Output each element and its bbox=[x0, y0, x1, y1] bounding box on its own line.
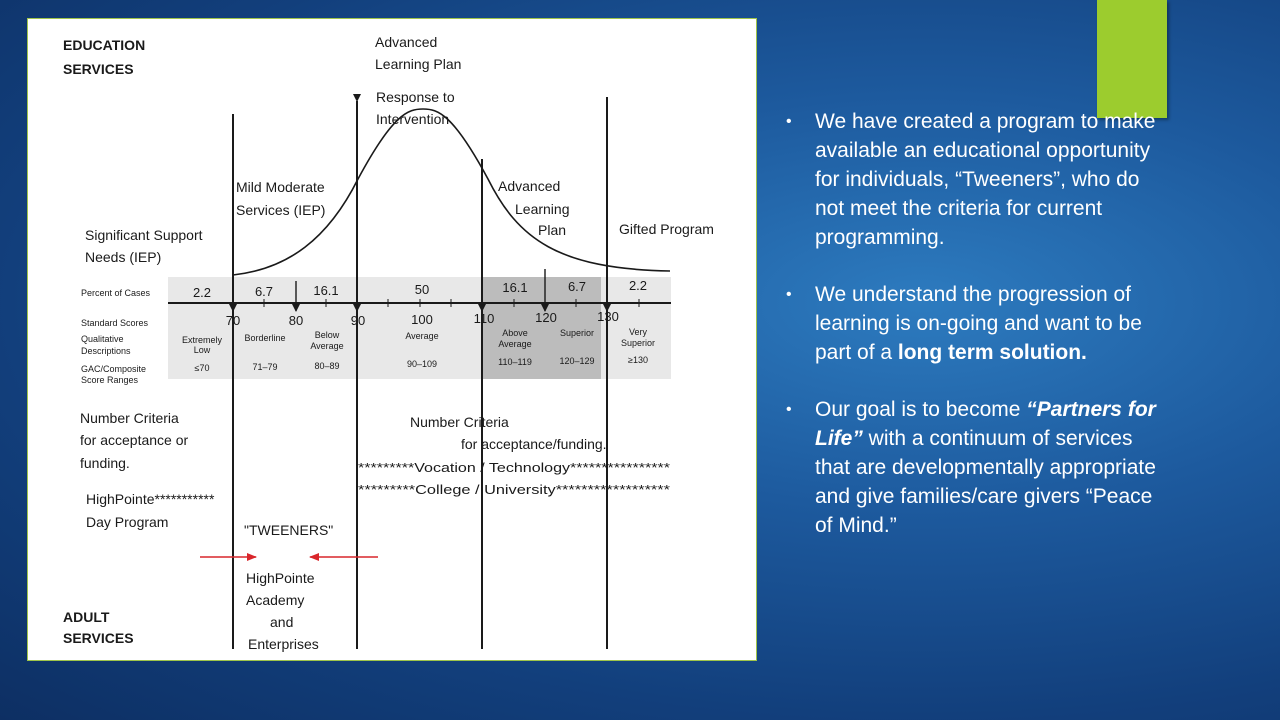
advanced-learning-plan-right-2: Learning bbox=[515, 201, 570, 217]
highpointe-academy-2: Academy bbox=[246, 592, 305, 608]
range-value: ≤70 bbox=[194, 363, 210, 373]
desc-borderline: Borderline bbox=[244, 333, 286, 343]
rti-label-2: Intervention bbox=[376, 111, 450, 127]
desc-average: Average bbox=[405, 331, 439, 341]
row-label-percent: Percent of Cases bbox=[81, 288, 151, 298]
advanced-learning-plan-top: Advanced bbox=[375, 34, 438, 50]
bullet-text: We have created a program to make available an educational opportunity for individuals, “Tweeners”, who do not meet the criteria for current programming. bbox=[815, 110, 1156, 249]
desc-below-average: Below bbox=[314, 330, 340, 340]
education-services-label-2: SERVICES bbox=[63, 61, 134, 77]
diagram-svg bbox=[28, 19, 758, 662]
percent-value: 50 bbox=[414, 282, 430, 297]
advanced-learning-plan-right-3: Plan bbox=[538, 222, 567, 238]
adult-services-label: ADULT bbox=[63, 609, 110, 625]
range-value: 120–129 bbox=[559, 356, 595, 366]
rti-label: Response to bbox=[376, 89, 455, 105]
score-value: 120 bbox=[535, 310, 557, 325]
number-criteria-left: Number Criteria bbox=[80, 410, 179, 426]
desc-extremely-low-2: Low bbox=[193, 345, 211, 355]
number-criteria-right: Number Criteria bbox=[410, 414, 509, 430]
desc-below-average-2: Average bbox=[310, 341, 344, 351]
desc-superior: Superior bbox=[559, 328, 595, 338]
gifted-program-label: Gifted Program bbox=[619, 221, 714, 237]
tweeners-label: "TWEENERS" bbox=[244, 522, 334, 538]
accent-bar bbox=[1097, 0, 1167, 118]
desc-very-superior: Very bbox=[628, 327, 648, 337]
range-value: 71–79 bbox=[252, 362, 278, 372]
percent-value: 6.7 bbox=[567, 279, 587, 294]
highpointe-academy: HighPointe bbox=[246, 570, 315, 586]
bullet-text: with a continuum of services that are developmentally appropriate and give families/care givers “Peace of Mind.” bbox=[815, 427, 1156, 537]
bullet-item bbox=[786, 107, 1156, 252]
vocation-technology-line: *********Vocation / Technology**************** bbox=[358, 460, 670, 475]
adult-services-label-2: SERVICES bbox=[63, 630, 134, 646]
highpointe-day-program-2: Day Program bbox=[86, 514, 169, 530]
score-value: 80 bbox=[288, 313, 304, 328]
highpointe-academy-4: Enterprises bbox=[248, 636, 319, 652]
advanced-learning-plan-right: Advanced bbox=[498, 178, 561, 194]
number-criteria-left-2: for acceptance or bbox=[80, 432, 189, 448]
bullet-bold-italic-text: “Partners for Life” bbox=[815, 398, 1156, 450]
score-value: 70 bbox=[225, 313, 241, 328]
range-value: 80–89 bbox=[314, 361, 340, 371]
college-university-line: *********College / University****************** bbox=[358, 482, 670, 497]
score-value: 130 bbox=[597, 309, 619, 324]
education-services-label: EDUCATION bbox=[63, 37, 146, 53]
row-label-gac: GAC/Composite bbox=[81, 364, 147, 374]
desc-extremely-low: Extremely bbox=[181, 335, 223, 345]
percent-value: 16.1 bbox=[502, 280, 528, 295]
highpointe-day-program: HighPointe*********** bbox=[86, 491, 215, 507]
score-value: 90 bbox=[350, 313, 366, 328]
percent-value: 16.1 bbox=[313, 283, 339, 298]
score-value: 100 bbox=[411, 312, 433, 327]
mild-moderate-label: Mild Moderate bbox=[236, 179, 325, 195]
score-value: 110 bbox=[473, 311, 495, 326]
significant-support-label-2: Needs (IEP) bbox=[85, 249, 162, 265]
bullet-list bbox=[786, 107, 1156, 568]
range-value: ≥130 bbox=[628, 355, 648, 365]
row-label-gac-2: Score Ranges bbox=[81, 375, 139, 385]
range-value: 90–109 bbox=[406, 359, 438, 369]
desc-above-average-2: Average bbox=[498, 339, 532, 349]
desc-very-superior-2: Superior bbox=[620, 338, 656, 348]
row-label-qualitative: Qualitative bbox=[81, 334, 124, 344]
percent-value: 2.2 bbox=[192, 285, 212, 300]
range-value: 110–119 bbox=[498, 357, 532, 367]
bullet-bold-text: long term solution. bbox=[897, 341, 1087, 364]
mild-moderate-label-2: Services (IEP) bbox=[236, 202, 326, 218]
advanced-learning-plan-top-2: Learning Plan bbox=[375, 56, 462, 72]
number-criteria-left-3: funding. bbox=[80, 455, 130, 471]
percent-value: 6.7 bbox=[254, 284, 274, 299]
bullet-text: Our goal is to become bbox=[815, 398, 1027, 421]
row-label-scores: Standard Scores bbox=[81, 318, 149, 328]
highpointe-academy-3: and bbox=[270, 614, 294, 630]
number-criteria-right-2: for acceptance/funding. bbox=[461, 436, 607, 452]
bullet-item bbox=[786, 395, 1156, 540]
bullet-item bbox=[786, 280, 1156, 367]
percent-value: 2.2 bbox=[628, 278, 648, 293]
bell-curve-diagram bbox=[27, 18, 757, 661]
significant-support-label: Significant Support bbox=[85, 227, 203, 243]
desc-above-average: Above bbox=[502, 328, 528, 338]
bullet-text: We understand the progression of learning is on-going and want to be part of a bbox=[815, 283, 1142, 364]
row-label-qualitative-2: Descriptions bbox=[81, 346, 131, 356]
